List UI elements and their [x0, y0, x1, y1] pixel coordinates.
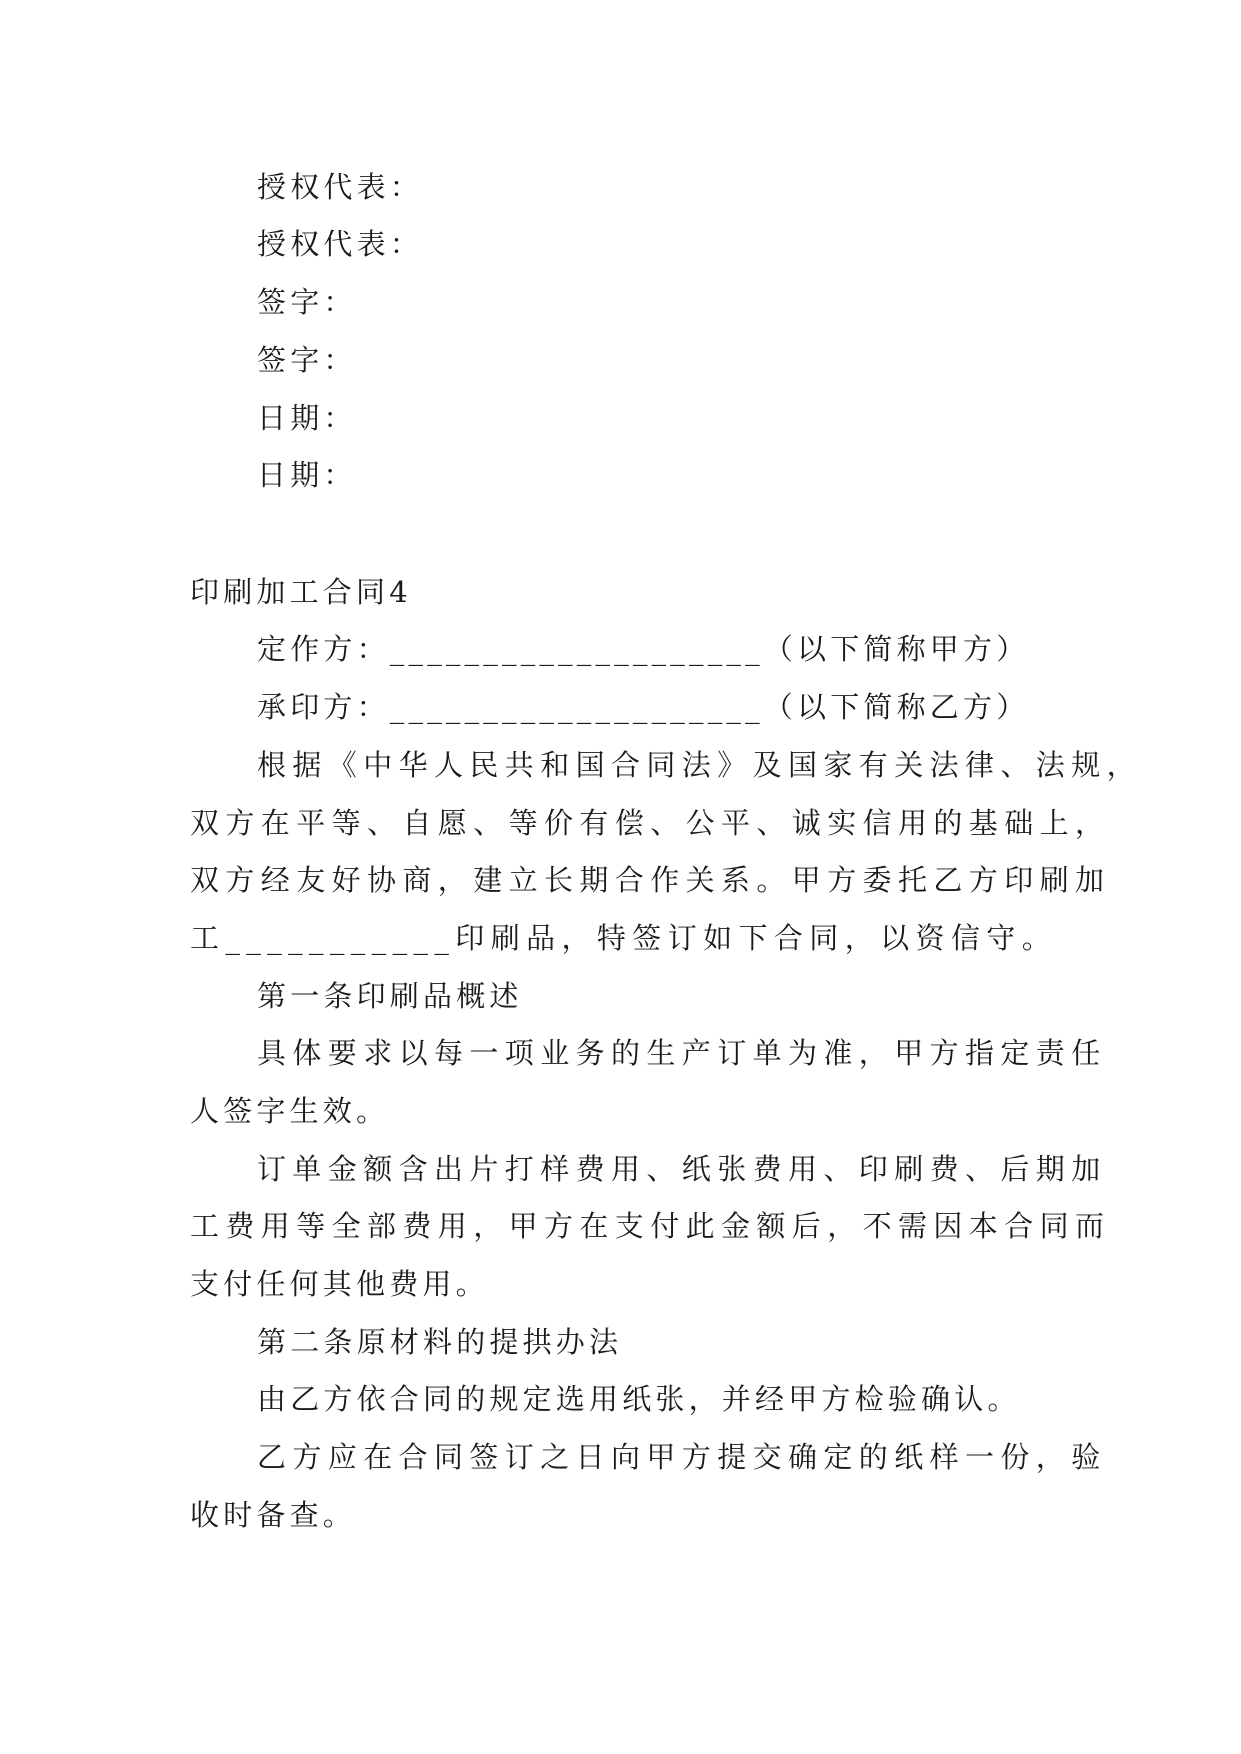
article-2-p2-line-1: 乙方应在合同签订之日向甲方提交确定的纸样一份，验 — [257, 1440, 1107, 1474]
signature-label-authorized-rep-1: 授权代表： — [257, 170, 424, 204]
contract-title: 印刷加工合同4 — [190, 575, 412, 609]
intro-line-2: 双方在平等、自愿、等价有偿、公平、诚实信用的基础上， — [190, 806, 1111, 840]
article-1-title: 第一条印刷品概述 — [257, 979, 523, 1013]
intro-line-3: 双方经友好协商，建立长期合作关系。甲方委托乙方印刷加 — [190, 863, 1111, 897]
signature-label-date-1: 日期： — [257, 401, 357, 435]
intro-line-4: 工___________印刷品，特签订如下合同，以资信守。 — [190, 921, 1058, 955]
article-2-p2-line-2: 收时备查。 — [190, 1498, 357, 1532]
party-b-line: 承印方：____________________（以下简称乙方） — [257, 690, 1030, 724]
party-a-line: 定作方：____________________（以下简称甲方） — [257, 632, 1030, 666]
signature-label-sign-2: 签字： — [257, 343, 357, 377]
article-1-p2-line-3: 支付任何其他费用。 — [190, 1267, 489, 1301]
article-1-p2-line-2: 工费用等全部费用，甲方在支付此金额后，不需因本合同而 — [190, 1209, 1111, 1243]
signature-label-date-2: 日期： — [257, 458, 357, 492]
article-1-p1-line-2: 人签字生效。 — [190, 1094, 390, 1128]
article-1-p1-line-1: 具体要求以每一项业务的生产订单为准，甲方指定责任 — [257, 1036, 1107, 1070]
signature-label-authorized-rep-2: 授权代表： — [257, 227, 424, 261]
intro-line-1: 根据《中华人民共和国合同法》及国家有关法律、法规， — [257, 748, 1143, 782]
article-2-title: 第二条原材料的提拱办法 — [257, 1325, 623, 1359]
article-2-p1: 由乙方依合同的规定选用纸张，并经甲方检验确认。 — [257, 1382, 1021, 1416]
article-1-p2-line-1: 订单金额含出片打样费用、纸张费用、印刷费、后期加 — [257, 1152, 1107, 1186]
signature-label-sign-1: 签字： — [257, 285, 357, 319]
